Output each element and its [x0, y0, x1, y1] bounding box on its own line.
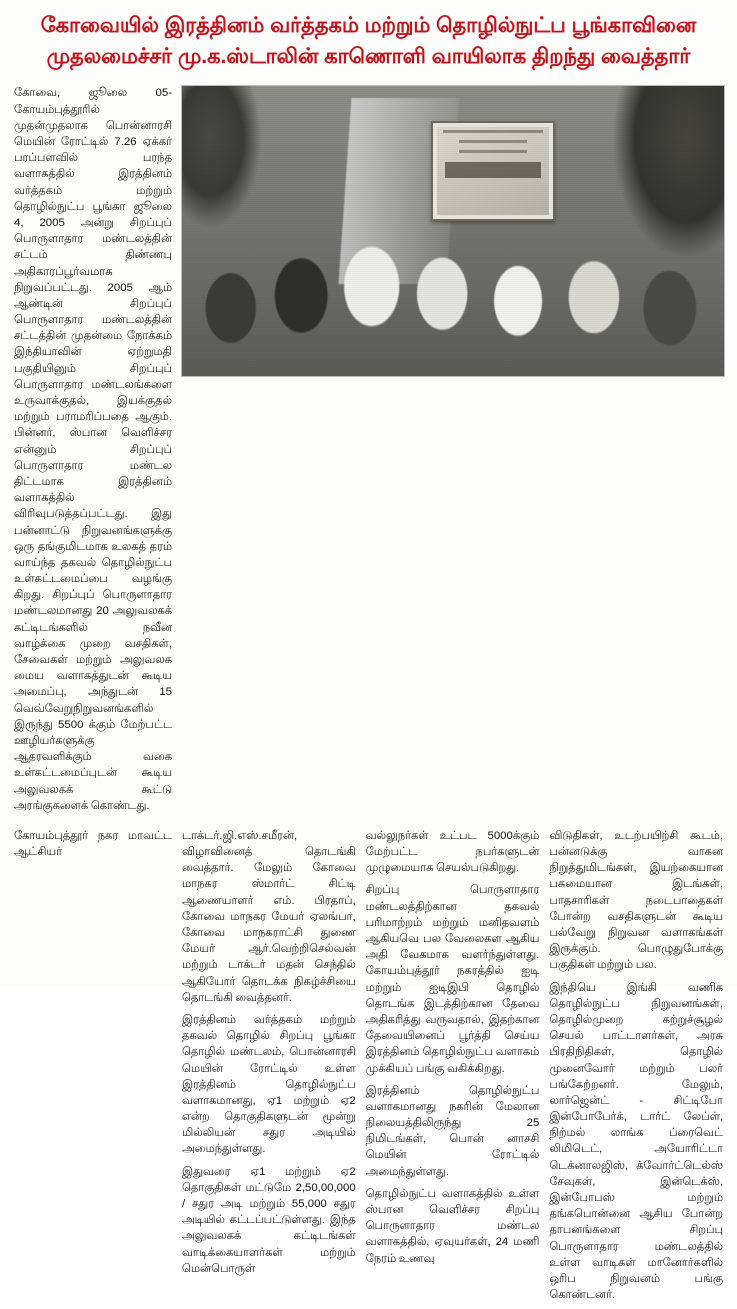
paragraph: தொழில்நுட்ப வளாகத்தில் உள்ள ஸ்பான வெளிச்சர சிறப்பு பொருளாதார மண்டல வளாகத்தில், ஏவுயர்கள், 24 மணி நேரம் உணவு [365, 1187, 540, 1265]
photo-wrapper [181, 85, 723, 377]
top-section [14, 85, 723, 819]
lead-paragraph-1: கோவை, ஜூலை 05- கோயம்புத்தூரில் முதன்முதலாக பொன்னாரசி மெயின் ரோட்டில் 7.26 ஏக்கர் பரப்பளவில் பரந்த வளாகத்தில் இரத்தினம் வர்த்தகம் மற்றும் தொழில்நுட்ப பூங்கா ஜூலை 4, 2005 அன்று சிறப்புப் பொருளாதார மண்டலத்தின் சட்டம் திண்ணபு அதிகாரப்பூர்வமாக நிறுவப்பட்டது. 2005 ஆம் ஆண்டின் சிறப்புப் பொருளாதார மண்டலத்தின் சட்டத்தின் முதன்மை நோக்கம் இந்தியாவின் ஏற்றுமதி பகுதியினும் சிறப்புப் பொருளாதார மண்டலங்களை உருவாக்குதல், இயக்குதல் மற்றும் பராமரிப்பதை ஆகும். பின்னர், ஸ்பான வெளிச்சர என்னும் சிறப்புப் பொருளாதார மண்டல திட்டமாக இரத்தினம் வளாகத்தில் விரிவுபடுத்தப்பட்டது. இது பன்னாட்டு நிறுவனங்களுக்கு ஒரு தங்குமிடமாக உலகத் தரம் வாய்ந்த தகவல் தொழில்நுட்ப உள்கட்டமைப்பை வழங்கு கிறது. சிறப்புப் பொருளாதார மண்டலமானது 20 அலுவலகக் கட்டிடங்களில் நவீன வாழ்க்கை முறை வசதிகள், சேவைகள் மற்றும் அலுவலக மைய வளாகத்துடன் கூடிய அமைப்பு, அந்துடன் 15 வெவ்வேறுநிறுவனங்களில் இருந்து 5500 க்கும் மேற்பட்ட ஊழியர்களுக்கு ஆதரவளிக்கும் வகை உள்கட்டமைப்புடன் கூடிய அலுவலகக் கூட்டு அரங்குகளைக் கொண்டது. [14, 87, 172, 812]
paragraph: இரத்தினம் தொழில்நுட்ப வளாகமானது நகரின் மேலான நிலையத்திலிருந்து 25 நிமிடங்கள், பொன் னாசசி மெயின் ரோட்டில் அமைந்துள்ளது. [365, 1084, 540, 1178]
headline-divider [14, 78, 723, 79]
paragraph: விடுதிகள், உடற்பயிற்சி கூடம், பன்னடுக்கு வாகன நிறுத்துமிடங்கள், இயற்கையான பசுமையான இடங்கள், பாதசாரிகள் நடைபாதைகள் போன்ற வசதிகளுடன் கூடிய பல்வேறு நிறுவன வளாகங்கள் இருக்கும். பொழுதுபோக்கு பகுதிகள் மற்றும் பல. [549, 829, 724, 972]
paragraph: சிறப்பு பொருளாதார மண்டலத்திற்கான தகவல் பரிமாற்றம் மற்றும் மனிதவளம் ஆகியவெ பல வேலைகள ஆகிய அதி வேகமாக வளர்ந்துள்ளது. கோயம்புத்தூர் நகரத்தில் ஐடி மற்றும் ஐடிஇபி தொழில் தொடங்க இடத்திற்கான தேவை அதிகரித்து வருவதால், இதற்கான தேவையினைப் பூர்த்தி செய்ய இரத்தினம் தொழில்நுட்ப வளாகம் முக்கியப் பங்கு வகிக்கிறது. [365, 884, 540, 1075]
column-4 [549, 828, 723, 1309]
body-columns [14, 828, 723, 1309]
paragraph: டாக்டர்.ஜி.எஸ்.சமீரன், விழாவினைத் தொடங்கி வைத்தார். மேலும் கோவை மாநகர ஸ்மார்ட் சிட்டி ஆணையாளர் எம். பிரதாப், கோவை மாநகர மேயர் ஏலங்பா, கோவை மாநகராட்சி துணை மேயர் ஆர்.வெற்றிசெல்வன் மற்றும் டாக்டர் மதன் செந்தில் ஆகியோர் தொடக்க நிகழ்ச்சியை தொடங்கி வைத்தனர். [182, 829, 356, 1004]
plaque-unveiling-photo [181, 85, 725, 377]
headline-line-2: முதலமைச்சர் மு.க.ஸ்டாலின் காணொளி வாயிலாக திறந்து வைத்தார் [46, 44, 691, 68]
paragraph: இந்தியெ இங்கி வணிக தொழில்நுட்ப நிறுவனங்கள், தொழில்முறை கற்றுச்சூழல் செயல் பாட்டாளர்கள், அரசு பிரதிநிதிகள், தொழில் முனைவோர் மற்றும் பலர் பங்கேற்றனர். மேலும், லார்ஜென்ட் - சிட்டிபோ இன்போபேர்க், டார்ட் லேப்ள், நிற்மல் லாங்க ப்ரைவெட் லிமிடெட், அயோரிட்டா டெக்னாலஜிஸ், க்வோர்ட்டெல்ஸ் சேவுகள், இன்டெக்ஸ், இன்போபஸ் மற்றும் தங்கபொன்னை ஆசிய போன்ற தாபனங்களை சிறப்பு பொருளாதார மண்டலத்தில் உள்ள வாடிகள் மானோர்களில் ஒரிப நிறுவனம் பங்கு கொண்டனர். [549, 981, 724, 1302]
paragraph: வல்லுநர்கள் உட்பட 5000க்கும் மேற்பட்ட நபர்களுடன் முழுமையாக செயல்படுகிறது. [365, 829, 540, 875]
column-2 [182, 828, 356, 1309]
lead-paragraph-2: கோயம்புத்தூர் நகர மாவட்ட ஆட்சியர் [14, 829, 172, 859]
headline-line-1: கோவையில் இரத்தினம் வர்த்தகம் மற்றும் தொழில்நுட்ப பூங்காவினை [40, 14, 697, 37]
photo-grain-overlay [182, 86, 724, 376]
lead-column [14, 85, 172, 819]
page-headline [14, 8, 723, 72]
paragraph: இரத்தினம் வர்த்தகம் மற்றும் தகவல் தொழில் சிறப்பு பூங்கா தொழில் மண்டலம், பொன்னாரசி மெயின் ரோட்டில் உள்ள இரத்தினம் தொழில்நுட்ப வளாகமானது, ஏ1 மற்றும் ஏ2 என்ற தொகுதிகளுடன் மூன்று மில்லியன் சதுர அடியில் அமைந்துள்ளது. [182, 1013, 356, 1156]
column-1 [14, 828, 172, 1309]
paragraph: இதுவரை ஏ1 மற்றும் ஏ2 தொகுதிகள் மட்டுமே 2,50,00,000 / சதுர அடி மற்றும் 55,000 சதுர அடியில் கட்டப்பட்டுள்ளது. இந்த அலுவலகக் கட்டிடங்கள் வாடிக்கையாளர்கள் மற்றும் மென்பொருள் [182, 1165, 356, 1275]
column-3 [366, 828, 540, 1309]
